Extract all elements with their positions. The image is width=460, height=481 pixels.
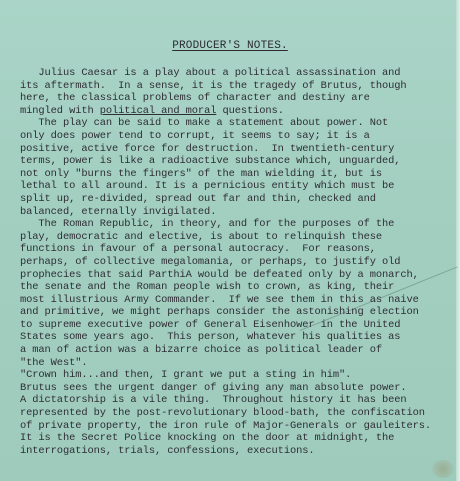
- text-line: Julius Caesar is a play about a political assassination and: [20, 67, 401, 79]
- page-title-text: PRODUCER'S NOTES.: [172, 40, 288, 52]
- text-line: balanced, eternally invigilated.: [20, 205, 217, 218]
- text-segment: questions.: [216, 104, 284, 117]
- text-line: prophecies that said ParthiA would be defeated only by a monarch,: [20, 268, 419, 281]
- text-line: only does power tend to corrupt, it seems to say; it is a: [20, 129, 370, 142]
- text-line: its aftermath. In a sense, it is the tragedy of Brutus, though: [20, 79, 407, 92]
- text-line: "Crown him...and then, I grant we put a sting in him".: [20, 369, 352, 382]
- text-line: split up, re-divided, spread out far and thin, checked and: [20, 192, 376, 205]
- body-text: [20, 67, 460, 457]
- text-line: lethal to all around. It is a pernicious entity which must be: [20, 180, 395, 193]
- text-segment: mingled with: [20, 104, 100, 117]
- text-line: here, the classical problems of character and destiny are: [20, 92, 370, 105]
- text-line: most illustrious Army Commander. If we see them in this as naive: [20, 293, 419, 306]
- text-line: not only "burns the fingers" of the man wielding it, but is: [20, 167, 382, 180]
- text-line: the senate and the Roman people wish to crown, as king, their: [20, 281, 395, 294]
- text-line: States some years ago. This person, whatever his qualities as: [20, 331, 401, 344]
- text-line: to supreme executive power of General Eisenhower in the United: [20, 318, 401, 331]
- text-line: [20, 105, 460, 118]
- text-line: The Roman Republic, in theory, and for the purposes of the: [20, 218, 395, 231]
- text-line: It is the Secret Police knocking on the door at midnight, the: [20, 432, 395, 445]
- text-line: terms, power is like a radioactive substance which, unguarded,: [20, 155, 401, 168]
- text-line: positive, active force for destruction. In twentieth-century: [20, 142, 395, 155]
- text-line: functions in favour of a personal autocracy. For reasons,: [20, 243, 376, 256]
- text-line: "the West".: [20, 356, 88, 369]
- text-line: of private property, the iron rule of Major-Generals or gauleiters.: [20, 419, 432, 432]
- text-line: and primitive, we might perhaps consider the astonishing election: [20, 306, 419, 319]
- paper-stain: [432, 460, 454, 478]
- text-line: Brutus sees the urgent danger of giving any man absolute power.: [20, 381, 407, 394]
- text-line: A dictatorship is a vile thing. Throughout history it has been: [20, 394, 407, 407]
- page-title: [0, 40, 460, 52]
- text-line: a man of action was a bizarre choice as political leader of: [20, 344, 382, 357]
- text-line: play, democratic and elective, is about to relinquish these: [20, 230, 382, 243]
- text-line: interrogations, trials, confessions, executions.: [20, 444, 315, 457]
- text-line: perhaps, of collective megalomania, or perhaps, to justify old: [20, 255, 401, 268]
- underlined-text: political and moral: [99, 104, 217, 117]
- text-line: represented by the post-revolutionary blood-bath, the confiscation: [20, 407, 425, 420]
- text-line: The play can be said to make a statement about power. Not: [20, 117, 389, 130]
